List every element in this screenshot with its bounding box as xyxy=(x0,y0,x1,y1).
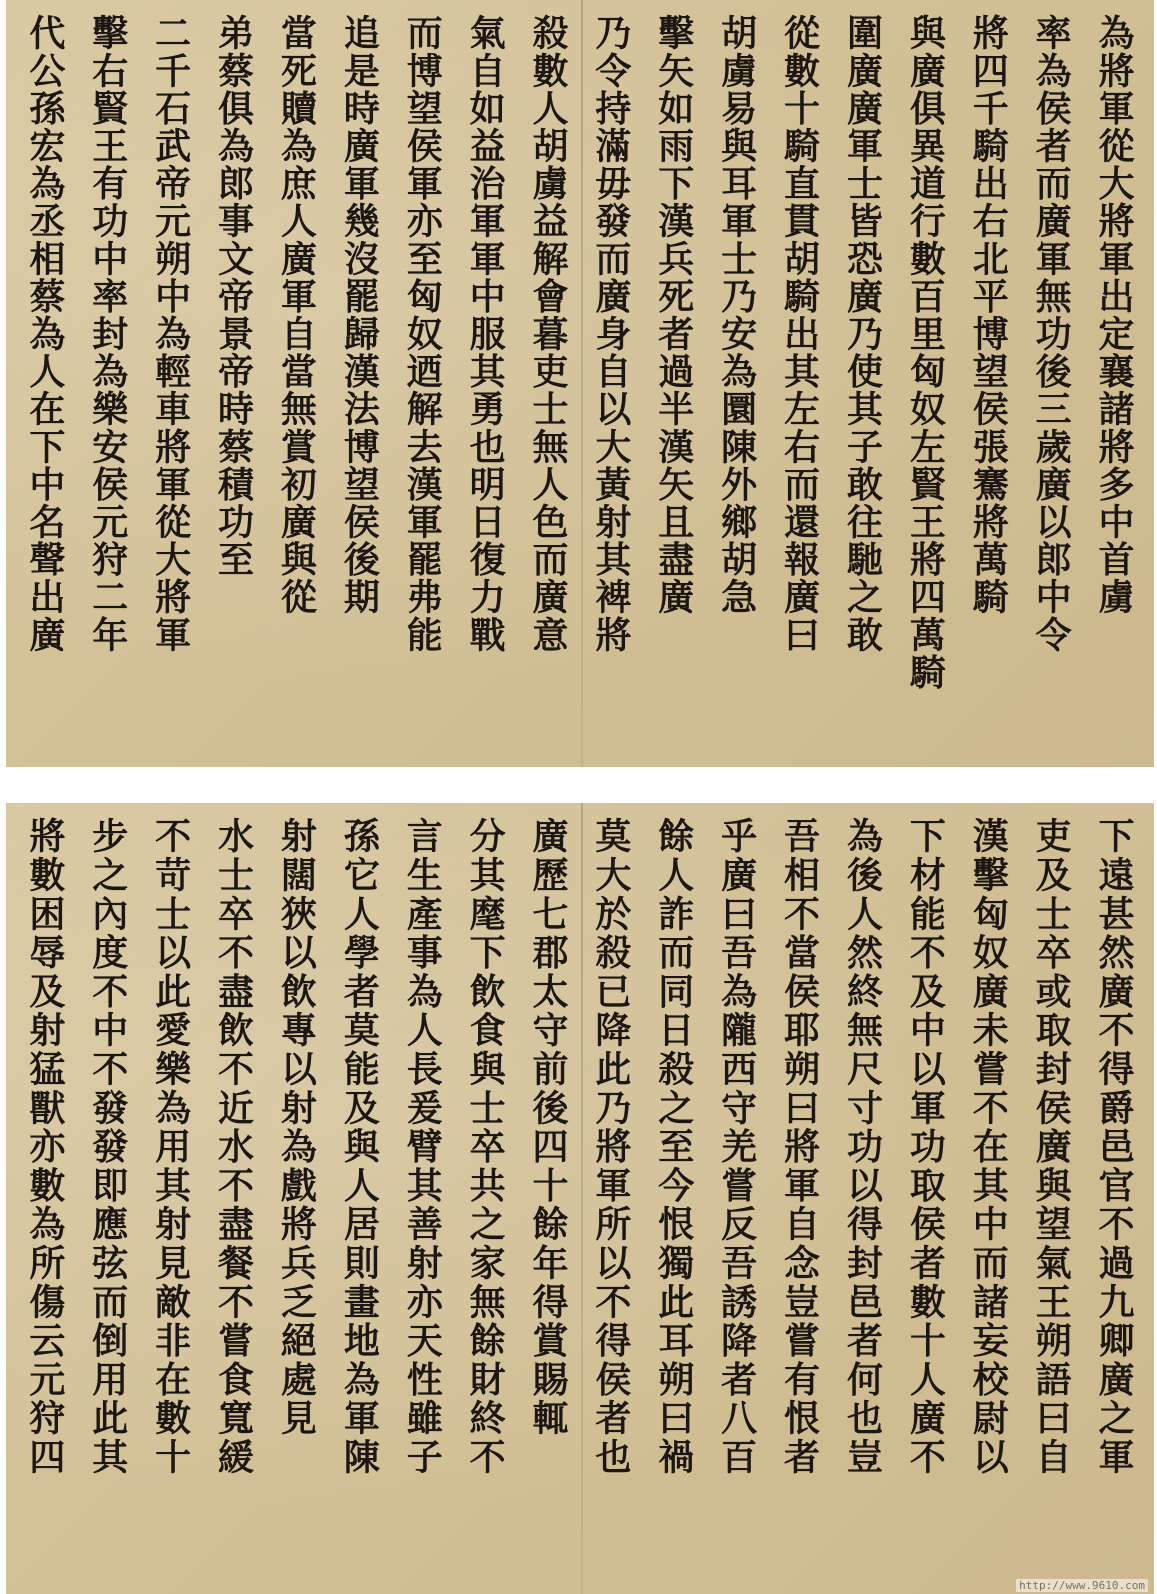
text-column: 當死贖為庶人廣軍自當無賞初廣與從 xyxy=(275,14,318,616)
text-column: 言生產事為人長爰臂其善射亦天性雖子 xyxy=(401,817,444,1477)
text-column: 與廣俱異道行數百里匈奴左賢王將四萬騎 xyxy=(904,14,947,691)
text-column: 乃令持滿毋發而廣身自以大黃射其裨將 xyxy=(589,14,632,654)
text-column: 乎廣曰吾為隴西守羌嘗反吾誘降者八百 xyxy=(715,817,758,1477)
text-columns-bottom xyxy=(14,817,1146,1582)
text-column: 追是時廣軍幾沒罷歸漢法博望侯後期 xyxy=(338,14,381,616)
text-column: 圍廣廣軍士皆恐廣乃使其子敢往馳之敢 xyxy=(841,14,884,654)
text-column: 分其麾下飲食與士卒共之家無餘財終不 xyxy=(464,817,507,1477)
text-column: 將數困辱及射猛獸亦數為所傷云元狩四 xyxy=(23,817,66,1477)
text-column: 擊右賢王有功中率封為樂安侯元狩二年 xyxy=(86,14,129,654)
text-column: 為後人然終無尺寸功以得封邑者何也豈 xyxy=(841,817,884,1477)
text-column: 氣自如益治軍軍中服其勇也明日復力戰 xyxy=(464,14,507,654)
text-column: 胡虜易與耳軍士乃安為圜陳外鄉胡急 xyxy=(715,14,758,616)
text-column: 下遠甚然廣不得爵邑官不過九卿廣之軍 xyxy=(1093,817,1135,1477)
text-column: 漢擊匈奴廣未嘗不在其中而諸妄校尉以 xyxy=(967,817,1010,1477)
text-column: 廣歷七郡太守前後四十餘年得賞賜輒 xyxy=(526,817,569,1438)
text-column: 為將軍從大將軍出定襄諸將多中首虜 xyxy=(1093,14,1135,616)
text-column: 將四千騎出右北平博望侯張騫將萬騎 xyxy=(967,14,1010,616)
text-column: 率為侯者而廣軍無功後三歲廣以郎中令 xyxy=(1030,14,1073,654)
text-column: 莫大於殺已降此乃將軍所以不得侯者也 xyxy=(589,817,632,1477)
text-column: 射闊狹以飲專以射為戲將兵乏絕處見 xyxy=(275,817,318,1438)
text-column: 代公孫宏為丞相蔡為人在下中名聲出廣 xyxy=(23,14,66,654)
text-column: 而博望侯軍亦至匈奴迺解去漢軍罷弗能 xyxy=(401,14,444,654)
text-column: 步之內度不中不發發即應弦而倒用此其 xyxy=(86,817,129,1477)
calligraphy-page-top xyxy=(6,0,1154,767)
text-column: 吏及士卒或取封侯廣與望氣王朔語曰自 xyxy=(1030,817,1073,1477)
watermark-url: http://www.9610.com xyxy=(1016,1579,1148,1592)
text-column: 孫它人學者莫能及與人居則畫地為軍陳 xyxy=(338,817,381,1477)
text-column: 弟蔡俱為郎事文帝景帝時蔡積功至 xyxy=(212,14,255,578)
text-column: 二千石武帝元朔中為輕車將軍從大將軍 xyxy=(149,14,192,654)
text-column: 從數十騎直貫胡騎出其左右而還報廣曰 xyxy=(778,14,821,654)
text-column: 不苛士以此愛樂為用其射見敵非在數十 xyxy=(149,817,192,1477)
text-column: 吾相不當侯耶朔曰將軍自念豈嘗有恨者 xyxy=(778,817,821,1477)
text-column: 餘人詐而同日殺之至今恨獨此耳朔曰禍 xyxy=(652,817,695,1477)
text-column: 殺數人胡虜益解會暮吏士無人色而廣意 xyxy=(526,14,569,654)
text-columns-top xyxy=(14,14,1146,755)
calligraphy-page-bottom xyxy=(6,803,1154,1594)
text-column: 下材能不及中以軍功取侯者數十人廣不 xyxy=(904,817,947,1477)
text-column: 擊矢如雨下漢兵死者過半漢矢且盡廣 xyxy=(652,14,695,616)
text-column: 水士卒不盡飲不近水不盡餐不嘗食寬緩 xyxy=(212,817,255,1477)
